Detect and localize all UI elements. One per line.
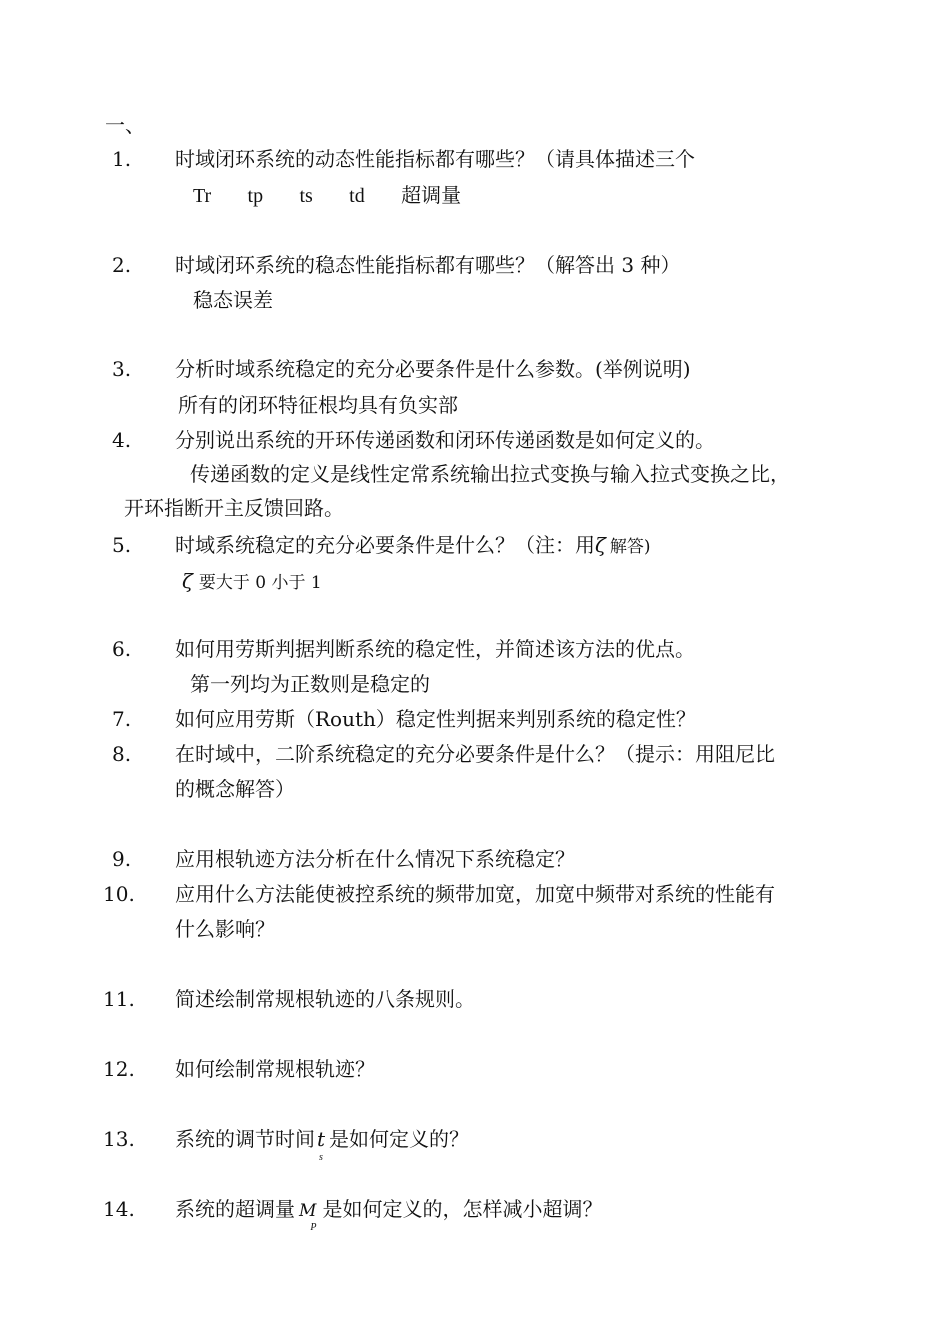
subscript: P bbox=[310, 1222, 317, 1233]
question-number: 4. bbox=[112, 428, 132, 452]
question-number: 14. bbox=[103, 1197, 135, 1221]
question-text: 如何用劳斯判据判断系统的稳定性，并简述该方法的优点。 bbox=[175, 637, 695, 661]
question-text: 时域系统稳定的充分必要条件是什么？（注：用ζ 解答) bbox=[175, 533, 651, 557]
question-number: 3. bbox=[112, 357, 132, 381]
question-text-continued: 什么影响？ bbox=[175, 917, 275, 941]
question-text: 系统的超调量 $M_P$是如何定义的，怎样减小超调？ bbox=[175, 1197, 603, 1233]
subscript: s bbox=[319, 1152, 323, 1163]
zeta-symbol: ζ bbox=[182, 569, 193, 593]
question-number: 5. bbox=[112, 533, 132, 557]
answer-4-line-1: 传递函数的定义是线性定常系统输出拉式变换与输入拉式变换之比， bbox=[190, 462, 790, 486]
answer-4-line-2: 开环指断开主反馈回路。 bbox=[124, 496, 344, 520]
answer-term: ts bbox=[299, 185, 313, 207]
zeta-symbol: ζ bbox=[595, 533, 606, 557]
question-number: 1. bbox=[112, 147, 132, 171]
question-text: 如何应用劳斯（Routh）稳定性判据来判别系统的稳定性？ bbox=[175, 707, 696, 731]
question-number: 6. bbox=[112, 637, 132, 661]
answer-6: 第一列均为正数则是稳定的 bbox=[190, 672, 430, 696]
question-number: 11. bbox=[103, 987, 135, 1011]
question-text: 应用什么方法能使被控系统的频带加宽，加宽中频带对系统的性能有 bbox=[175, 882, 775, 906]
question-text: 分别说出系统的开环传递函数和闭环传递函数是如何定义的。 bbox=[175, 428, 715, 452]
question-text: 简述绘制常规根轨迹的八条规则。 bbox=[175, 987, 475, 1011]
answer-term: tp bbox=[247, 185, 264, 207]
question-text-continued: 的概念解答） bbox=[175, 777, 295, 801]
answer-2: 稳态误差 bbox=[193, 288, 273, 312]
question-number: 9. bbox=[112, 847, 132, 871]
answer-term: td bbox=[349, 185, 365, 207]
answer-3: 所有的闭环特征根均具有负实部 bbox=[178, 393, 458, 417]
question-number: 8. bbox=[112, 742, 132, 766]
question-text: 应用根轨迹方法分析在什么情况下系统稳定？ bbox=[175, 847, 575, 871]
section-heading: 一、 bbox=[105, 113, 145, 137]
question-number: 2. bbox=[112, 253, 132, 277]
question-number: 13. bbox=[103, 1127, 135, 1151]
question-text: 在时域中，二阶系统稳定的充分必要条件是什么？（提示：用阻尼比 bbox=[175, 742, 775, 766]
time-symbol: t bbox=[317, 1127, 326, 1151]
question-text: 分析时域系统稳定的充分必要条件是什么参数。(举例说明) bbox=[175, 357, 691, 381]
overshoot-symbol: M bbox=[299, 1201, 317, 1221]
question-number: 7. bbox=[112, 707, 132, 731]
answer-5: ζ 要大于 0 小于 1 bbox=[182, 569, 322, 593]
question-number: 10. bbox=[103, 882, 135, 906]
answer-term: 超调量 bbox=[401, 183, 462, 207]
answer-term: Tr bbox=[193, 185, 212, 207]
question-text: 时域闭环系统的稳态性能指标都有哪些？（解答出 3 种） bbox=[175, 253, 681, 277]
question-number: 12. bbox=[103, 1057, 135, 1081]
question-text: 时域闭环系统的动态性能指标都有哪些？（请具体描述三个 bbox=[175, 147, 695, 171]
answer-1 bbox=[193, 182, 461, 209]
question-text: 如何绘制常规根轨迹？ bbox=[175, 1057, 375, 1081]
question-text: 系统的调节时间 $t_s$是如何定义的？ bbox=[175, 1127, 469, 1163]
